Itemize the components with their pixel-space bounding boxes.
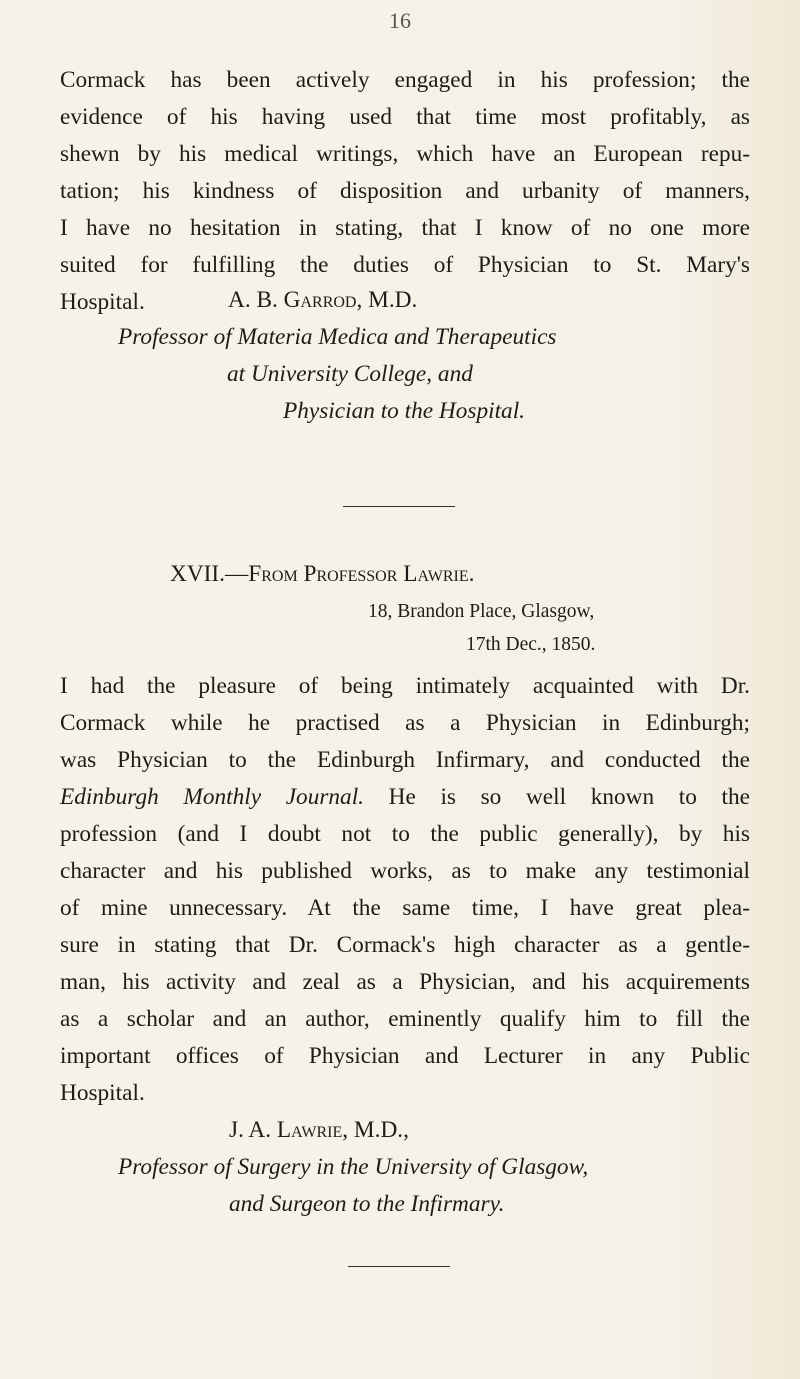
signature-title-line: Professor of Surgery in the University of Glasgow, [118, 1154, 589, 1180]
letter-address: 18, Brandon Place, Glasgow, [368, 601, 595, 622]
journal-title: Edinburgh Monthly Journal. [60, 784, 364, 810]
letter-date: 17th Dec., 1850. [466, 634, 596, 655]
signature-name-garrod: A. B. Garrod, M.D. [228, 287, 418, 313]
body-line: as a scholar and an author, eminently qualify him to fill the [60, 1006, 750, 1032]
body-line-with-journal [60, 779, 750, 816]
body-line: shewn by his medical writings, which have an European repu- [60, 141, 750, 167]
letter-lawrie-heading: XVII.—From Professor Lawrie. [170, 561, 475, 587]
body-line: Hospital. [60, 289, 145, 315]
body-line: Cormack while he practised as a Physician in Edinburgh; [60, 710, 750, 736]
body-line: suited for fulfilling the duties of Physician to St. Mary's [60, 252, 750, 278]
signature-title-line: Professor of Materia Medica and Therapeutics [118, 324, 557, 350]
body-line: character and his published works, as to make any testimonial [60, 858, 750, 884]
body-line-rest: He is so well known to the [388, 784, 750, 810]
body-line: Hospital. [60, 1080, 145, 1106]
signature-name-lawrie: J. A. Lawrie, M.D., [229, 1117, 409, 1143]
page-number: 16 [389, 8, 411, 33]
body-line: sure in stating that Dr. Cormack's high character as a gentle- [60, 932, 750, 958]
body-line: tation; his kindness of disposition and urbanity of manners, [60, 178, 750, 204]
signature-title-line: Physician to the Hospital. [283, 398, 526, 424]
signature-title-line: and Surgeon to the Infirmary. [229, 1191, 505, 1217]
section-divider [348, 1266, 450, 1267]
body-line: important offices of Physician and Lecturer in any Public [60, 1043, 750, 1069]
signature-title-line: at University College, and [227, 361, 473, 387]
body-line: of mine unnecessary. At the same time, I have great plea- [60, 895, 750, 921]
body-line: evidence of his having used that time most profitably, as [60, 104, 750, 130]
letter-lawrie-body [60, 668, 750, 1112]
body-line: man, his activity and zeal as a Physician, and his acquirements [60, 969, 750, 995]
body-line: profession (and I doubt not to the public generally), by his [60, 821, 750, 847]
body-line: I had the pleasure of being intimately acquainted with Dr. [60, 673, 750, 699]
body-line: Cormack has been actively engaged in his profession; the [60, 67, 750, 93]
body-line: I have no hesitation in stating, that I know of no one more [60, 215, 750, 241]
section-divider [343, 506, 455, 507]
body-line: was Physician to the Edinburgh Infirmary, and conducted the [60, 747, 750, 773]
